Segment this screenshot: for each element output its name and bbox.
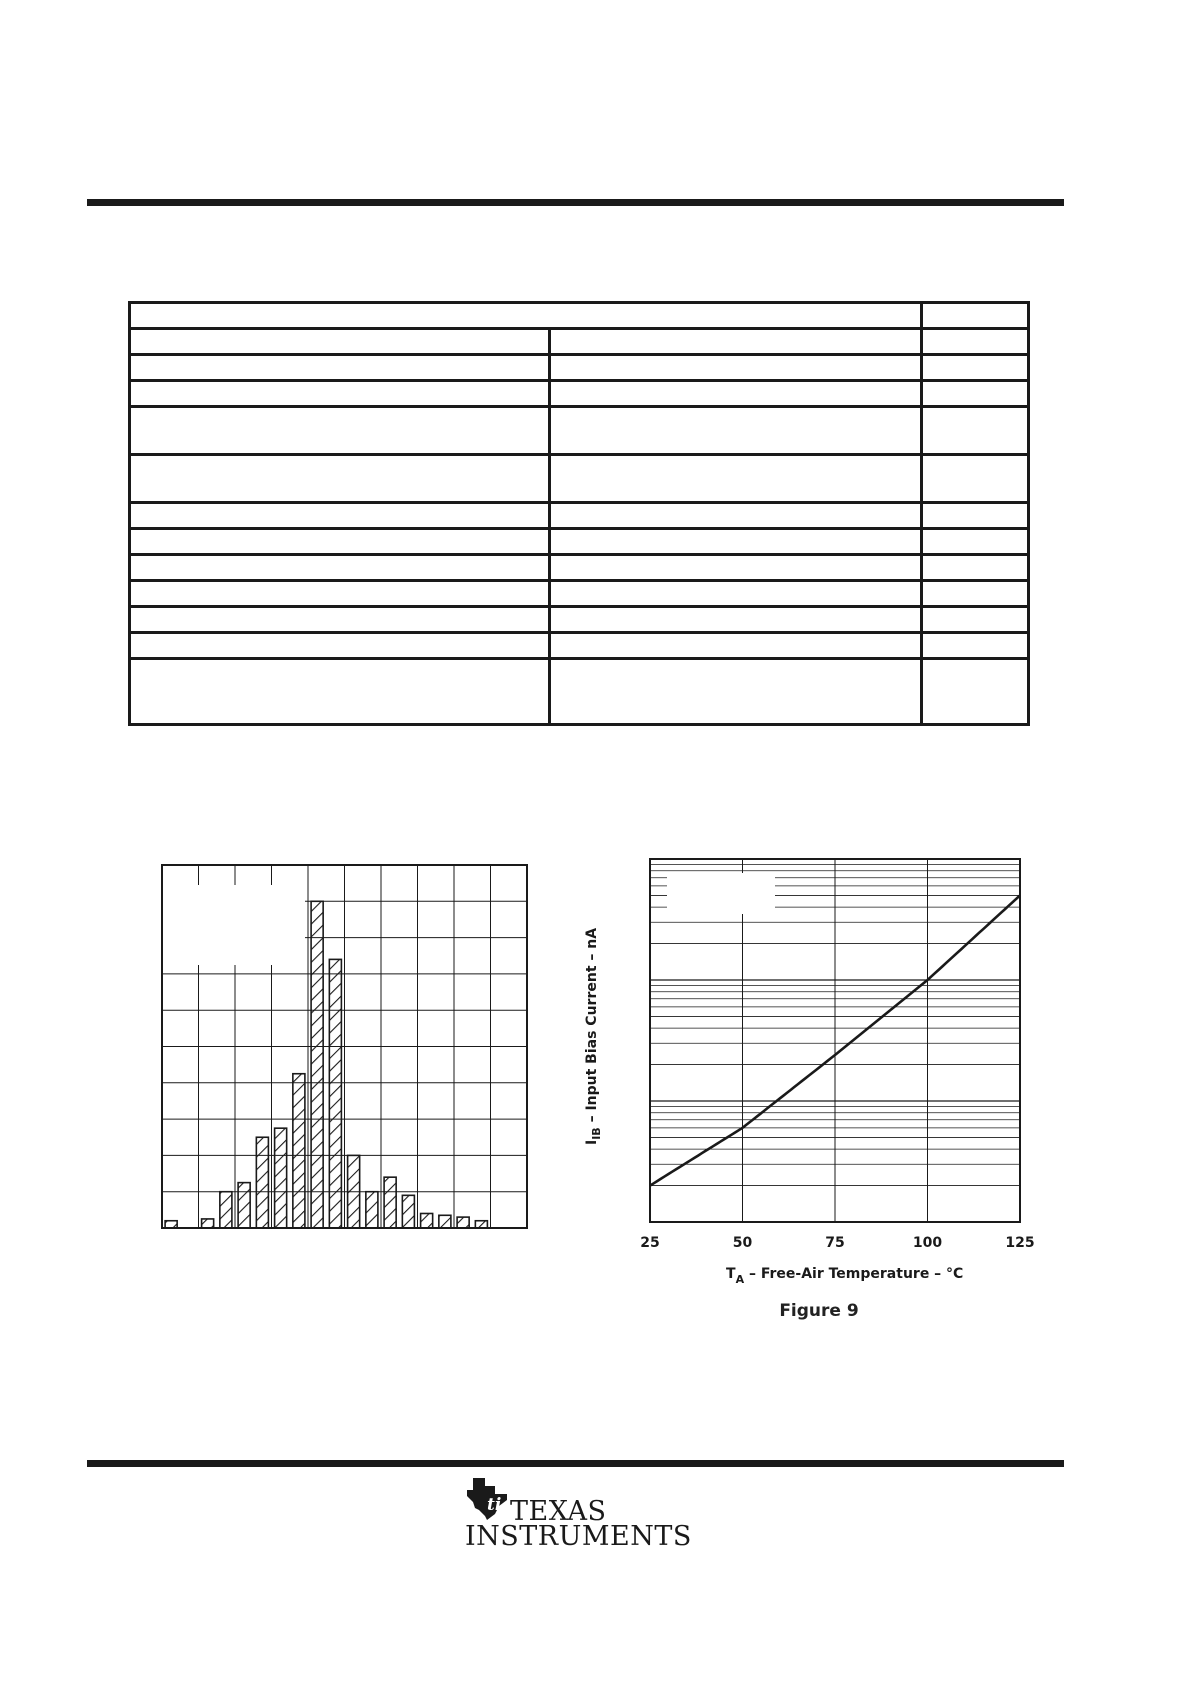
histogram-bar xyxy=(311,901,323,1228)
ti-state-icon xyxy=(465,1476,509,1522)
texas-instruments-logo xyxy=(462,1476,692,1552)
figure9-x-tick-label: 75 xyxy=(825,1235,845,1251)
figure9-x-tick-label: 25 xyxy=(640,1235,660,1251)
histogram-bar xyxy=(402,1195,414,1228)
histogram-bar xyxy=(256,1137,268,1228)
figure9-x-tick-label: 50 xyxy=(732,1235,753,1251)
histogram-bar xyxy=(348,1155,360,1228)
figure9-caption: Figure 9 xyxy=(779,1301,859,1321)
histogram-bar xyxy=(238,1183,250,1228)
histogram-bar xyxy=(329,959,341,1228)
figure9-x-axis-label: $T_A$ – Free-Air Temperature – °C xyxy=(726,1266,964,1286)
histogram-bar xyxy=(439,1215,451,1228)
figure9-x-tick-label: 100 xyxy=(912,1235,943,1251)
histogram-bar xyxy=(220,1192,232,1228)
histogram-legend-box xyxy=(155,885,305,965)
figure9-x-tick-labels xyxy=(640,1235,1034,1251)
footer-rule xyxy=(87,1460,1064,1467)
histogram-chart xyxy=(155,865,527,1228)
figure9-y-axis-label: $I_{IB}$ – Input Bias Current – nA xyxy=(584,927,603,1145)
histogram-bar xyxy=(165,1221,177,1228)
histogram-bar xyxy=(475,1221,487,1228)
histogram-bar xyxy=(202,1219,214,1228)
histogram-bar xyxy=(457,1217,469,1228)
figure9-chart xyxy=(584,859,1035,1286)
histogram-bar xyxy=(384,1177,396,1228)
figure9-legend-box xyxy=(667,873,775,914)
svg-text:ti: ti xyxy=(487,1495,502,1515)
histogram-bar xyxy=(293,1074,305,1228)
logo-line-texas: TEXAS xyxy=(510,1496,607,1527)
logo-line-instruments: INSTRUMENTS xyxy=(465,1521,692,1552)
histogram-bar xyxy=(366,1192,378,1228)
figure9-x-tick-label: 125 xyxy=(1005,1235,1035,1251)
histogram-bar xyxy=(275,1128,287,1228)
histogram-bar xyxy=(421,1213,433,1228)
